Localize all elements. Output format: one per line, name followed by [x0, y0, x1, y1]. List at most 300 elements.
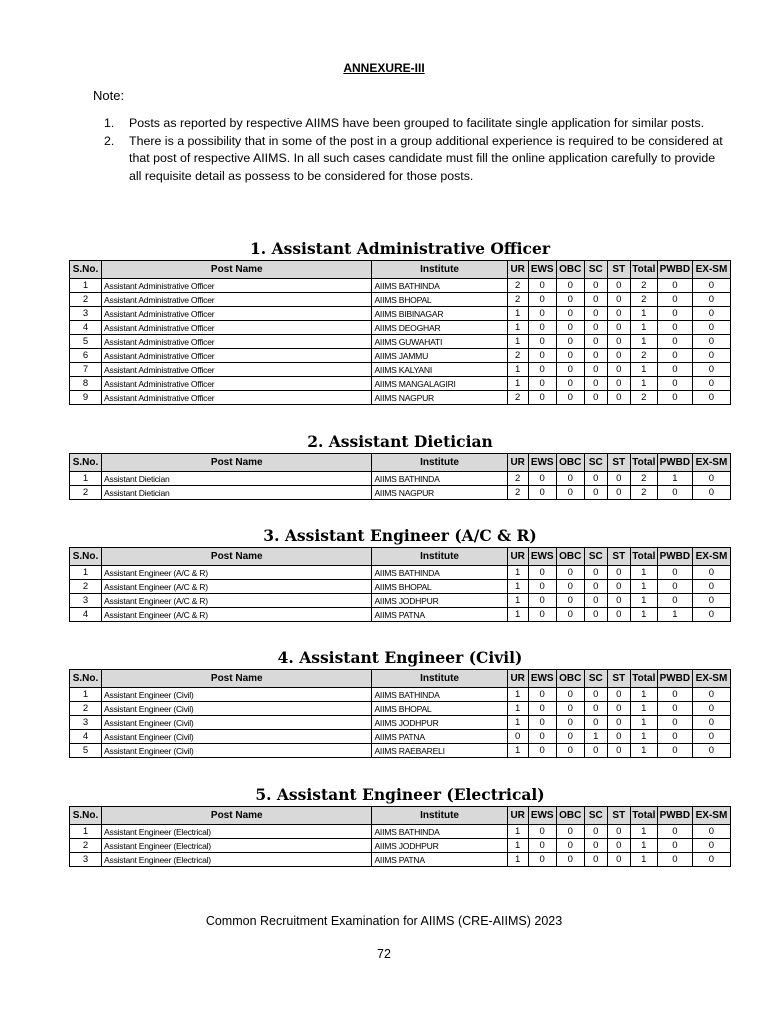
- section-title: 4. Assistant Engineer (Civil): [277, 648, 523, 667]
- table-cell: 0: [692, 349, 730, 363]
- table-cell: AIIMS BHOPAL: [372, 293, 507, 307]
- table-cell: 0: [528, 293, 556, 307]
- table-cell: 0: [607, 688, 630, 702]
- column-header: EX-SM: [692, 261, 730, 279]
- column-header: ST: [607, 670, 630, 688]
- table-cell: 0: [528, 391, 556, 405]
- table-cell: 1: [507, 377, 528, 391]
- table-row: [70, 825, 731, 839]
- table-cell: 0: [692, 594, 730, 608]
- column-header: EWS: [528, 261, 556, 279]
- column-header: UR: [507, 548, 528, 566]
- table-row: [70, 391, 731, 405]
- table-cell: AIIMS PATNA: [372, 730, 507, 744]
- table-cell: 0: [556, 377, 584, 391]
- table-cell: 0: [692, 730, 730, 744]
- table-cell: 0: [607, 566, 630, 580]
- column-header: S.No.: [70, 807, 102, 825]
- table-cell: 1: [507, 335, 528, 349]
- notes-list: [104, 115, 724, 185]
- table-cell: AIIMS PATNA: [372, 608, 507, 622]
- table-cell: AIIMS JODHPUR: [372, 716, 507, 730]
- table-cell: 0: [607, 839, 630, 853]
- table-cell: 0: [692, 486, 730, 500]
- table-cell: 2: [630, 293, 657, 307]
- table-cell: 0: [528, 594, 556, 608]
- table-header-row: [70, 454, 731, 472]
- table-cell: 0: [607, 293, 630, 307]
- table-cell: 0: [657, 839, 692, 853]
- column-header: OBC: [556, 548, 584, 566]
- table-cell: 0: [528, 335, 556, 349]
- table-cell: AIIMS NAGPUR: [372, 486, 507, 500]
- table-cell: 0: [556, 580, 584, 594]
- table-row: [70, 307, 731, 321]
- section-5: [69, 784, 731, 867]
- table-cell: 0: [607, 608, 630, 622]
- table-cell: 0: [584, 688, 607, 702]
- table-cell: 0: [528, 566, 556, 580]
- column-header: ST: [607, 261, 630, 279]
- column-header: SC: [584, 261, 607, 279]
- column-header: EX-SM: [692, 670, 730, 688]
- table-cell: 2: [70, 293, 102, 307]
- table-cell: 0: [584, 744, 607, 758]
- column-header: Post Name: [102, 454, 372, 472]
- table-cell: 1: [630, 608, 657, 622]
- table-cell: 1: [657, 608, 692, 622]
- column-header: Post Name: [102, 261, 372, 279]
- column-header: SC: [584, 807, 607, 825]
- table-cell: 0: [584, 486, 607, 500]
- section-1: [69, 238, 731, 405]
- table-cell: AIIMS JODHPUR: [372, 839, 507, 853]
- table-cell: 0: [692, 335, 730, 349]
- column-header: UR: [507, 261, 528, 279]
- table-cell: 0: [607, 580, 630, 594]
- table-cell: 0: [657, 594, 692, 608]
- note-number: 1.: [104, 116, 115, 130]
- note-label: Note:: [93, 88, 125, 103]
- table-cell: 0: [607, 363, 630, 377]
- table-cell: 0: [556, 321, 584, 335]
- table-cell: 1: [507, 608, 528, 622]
- table-cell: AIIMS BATHINDA: [372, 472, 507, 486]
- annexure-title: ANNEXURE-III: [343, 61, 425, 75]
- table-cell: 1: [507, 321, 528, 335]
- column-header: Total: [630, 548, 657, 566]
- posts-table: [69, 669, 731, 758]
- table-cell: 0: [657, 279, 692, 293]
- table-cell: 1: [630, 730, 657, 744]
- table-cell: 1: [630, 580, 657, 594]
- table-cell: AIIMS JAMMU: [372, 349, 507, 363]
- table-cell: 2: [507, 472, 528, 486]
- table-cell: 0: [556, 702, 584, 716]
- table-cell: 0: [528, 279, 556, 293]
- table-cell: 0: [528, 730, 556, 744]
- table-header-row: [70, 548, 731, 566]
- column-header: S.No.: [70, 454, 102, 472]
- table-cell: 0: [528, 853, 556, 867]
- column-header: SC: [584, 454, 607, 472]
- column-header: OBC: [556, 807, 584, 825]
- table-cell: 0: [607, 825, 630, 839]
- table-cell: Assistant Engineer (Civil): [102, 702, 372, 716]
- table-cell: 0: [607, 391, 630, 405]
- column-header: Post Name: [102, 670, 372, 688]
- table-cell: 0: [556, 349, 584, 363]
- table-cell: 0: [584, 594, 607, 608]
- table-cell: 0: [657, 363, 692, 377]
- table-cell: Assistant Engineer (Civil): [102, 688, 372, 702]
- table-cell: 0: [692, 321, 730, 335]
- column-header: EX-SM: [692, 807, 730, 825]
- section-title: 2. Assistant Dietician: [307, 432, 493, 451]
- table-cell: 0: [584, 377, 607, 391]
- table-cell: 0: [584, 349, 607, 363]
- posts-table: [69, 453, 731, 500]
- table-cell: 0: [584, 363, 607, 377]
- table-cell: 0: [607, 349, 630, 363]
- table-cell: 1: [630, 688, 657, 702]
- table-cell: 1: [70, 566, 102, 580]
- table-cell: 0: [692, 377, 730, 391]
- column-header: Total: [630, 454, 657, 472]
- table-cell: 0: [528, 377, 556, 391]
- table-cell: Assistant Engineer (Civil): [102, 730, 372, 744]
- table-cell: 0: [692, 702, 730, 716]
- table-cell: Assistant Administrative Officer: [102, 377, 372, 391]
- table-cell: Assistant Administrative Officer: [102, 321, 372, 335]
- table-cell: 0: [657, 853, 692, 867]
- table-cell: 0: [607, 702, 630, 716]
- table-cell: 0: [692, 608, 730, 622]
- table-cell: 6: [70, 349, 102, 363]
- table-cell: 0: [528, 608, 556, 622]
- table-cell: 0: [692, 391, 730, 405]
- table-cell: 0: [528, 363, 556, 377]
- table-cell: AIIMS BATHINDA: [372, 825, 507, 839]
- table-cell: Assistant Dietician: [102, 472, 372, 486]
- table-cell: 1: [630, 307, 657, 321]
- table-cell: 7: [70, 363, 102, 377]
- table-row: [70, 472, 731, 486]
- table-cell: 0: [584, 472, 607, 486]
- column-header: UR: [507, 454, 528, 472]
- column-header: ST: [607, 454, 630, 472]
- column-header: EWS: [528, 548, 556, 566]
- table-cell: 0: [692, 472, 730, 486]
- table-cell: 2: [507, 486, 528, 500]
- table-row: [70, 839, 731, 853]
- table-cell: 0: [692, 716, 730, 730]
- table-cell: AIIMS MANGALAGIRI: [372, 377, 507, 391]
- table-cell: 0: [607, 307, 630, 321]
- column-header: PWBD: [657, 261, 692, 279]
- column-header: PWBD: [657, 670, 692, 688]
- table-cell: AIIMS DEOGHAR: [372, 321, 507, 335]
- column-header: EWS: [528, 454, 556, 472]
- column-header: Total: [630, 261, 657, 279]
- table-header-row: [70, 807, 731, 825]
- table-cell: AIIMS BHOPAL: [372, 702, 507, 716]
- table-cell: 1: [630, 594, 657, 608]
- table-cell: 2: [507, 349, 528, 363]
- table-cell: 1: [630, 839, 657, 853]
- table-cell: 2: [70, 839, 102, 853]
- table-row: [70, 349, 731, 363]
- table-cell: Assistant Engineer (Civil): [102, 716, 372, 730]
- table-cell: 0: [556, 486, 584, 500]
- table-cell: AIIMS JODHPUR: [372, 594, 507, 608]
- table-header-row: [70, 670, 731, 688]
- table-cell: Assistant Administrative Officer: [102, 279, 372, 293]
- table-cell: AIIMS RAEBARELI: [372, 744, 507, 758]
- table-cell: 0: [584, 279, 607, 293]
- table-cell: 0: [556, 744, 584, 758]
- table-cell: 0: [556, 363, 584, 377]
- table-cell: 0: [607, 744, 630, 758]
- table-cell: 1: [70, 279, 102, 293]
- table-cell: 1: [630, 716, 657, 730]
- table-row: [70, 688, 731, 702]
- table-cell: 0: [692, 279, 730, 293]
- table-cell: 0: [528, 486, 556, 500]
- table-cell: 0: [584, 853, 607, 867]
- column-header: Total: [630, 670, 657, 688]
- section-3: [69, 525, 731, 622]
- column-header: Institute: [372, 548, 507, 566]
- column-header: S.No.: [70, 261, 102, 279]
- table-cell: 0: [528, 702, 556, 716]
- table-header-row: [70, 261, 731, 279]
- table-cell: 1: [507, 580, 528, 594]
- table-cell: 0: [657, 391, 692, 405]
- table-cell: 0: [657, 566, 692, 580]
- table-cell: 0: [657, 377, 692, 391]
- table-cell: 0: [584, 580, 607, 594]
- table-cell: 0: [556, 307, 584, 321]
- table-cell: Assistant Administrative Officer: [102, 335, 372, 349]
- posts-table: [69, 547, 731, 622]
- table-cell: 0: [528, 744, 556, 758]
- table-cell: 0: [692, 566, 730, 580]
- table-cell: Assistant Engineer (Civil): [102, 744, 372, 758]
- table-cell: 0: [584, 321, 607, 335]
- table-cell: 1: [507, 307, 528, 321]
- column-header: PWBD: [657, 807, 692, 825]
- table-cell: Assistant Engineer (A/C & R): [102, 580, 372, 594]
- table-cell: 0: [584, 566, 607, 580]
- column-header: Institute: [372, 807, 507, 825]
- table-cell: 0: [528, 349, 556, 363]
- table-cell: 0: [657, 486, 692, 500]
- table-cell: 0: [657, 293, 692, 307]
- table-row: [70, 486, 731, 500]
- table-cell: 2: [70, 486, 102, 500]
- table-cell: 0: [584, 293, 607, 307]
- note-item: [104, 115, 724, 133]
- column-header: Institute: [372, 261, 507, 279]
- table-cell: 0: [556, 730, 584, 744]
- table-row: [70, 566, 731, 580]
- section-title: 3. Assistant Engineer (A/C & R): [263, 526, 537, 545]
- table-cell: 1: [507, 853, 528, 867]
- table-cell: AIIMS BHOPAL: [372, 580, 507, 594]
- table-cell: 0: [584, 825, 607, 839]
- table-cell: 0: [692, 363, 730, 377]
- table-cell: 0: [657, 730, 692, 744]
- column-header: Post Name: [102, 548, 372, 566]
- table-cell: 0: [657, 307, 692, 321]
- column-header: SC: [584, 548, 607, 566]
- table-cell: 1: [630, 377, 657, 391]
- table-row: [70, 293, 731, 307]
- table-cell: 1: [584, 730, 607, 744]
- table-cell: Assistant Engineer (A/C & R): [102, 594, 372, 608]
- table-cell: 0: [607, 321, 630, 335]
- table-cell: 0: [584, 307, 607, 321]
- posts-table: [69, 806, 731, 867]
- table-cell: 0: [657, 688, 692, 702]
- section-4: [69, 647, 731, 758]
- table-cell: Assistant Administrative Officer: [102, 363, 372, 377]
- table-cell: 0: [607, 716, 630, 730]
- table-cell: 0: [692, 853, 730, 867]
- table-cell: 0: [657, 349, 692, 363]
- table-cell: Assistant Administrative Officer: [102, 349, 372, 363]
- note-text: There is a possibility that in some of the post in a group additional experience is required to be considered at that post of respective AIIMS. In all such cases candidate must fill the online application carefully to provide all requisite detail as possess to be considered for those posts.: [129, 133, 723, 183]
- table-cell: 0: [692, 839, 730, 853]
- table-cell: 0: [528, 472, 556, 486]
- table-cell: 1: [507, 566, 528, 580]
- table-cell: 0: [607, 486, 630, 500]
- table-cell: 0: [528, 688, 556, 702]
- table-cell: 9: [70, 391, 102, 405]
- column-header: EWS: [528, 670, 556, 688]
- table-cell: 0: [556, 716, 584, 730]
- table-cell: 3: [70, 716, 102, 730]
- table-cell: 1: [507, 716, 528, 730]
- column-header: S.No.: [70, 548, 102, 566]
- table-row: [70, 335, 731, 349]
- table-cell: AIIMS BATHINDA: [372, 279, 507, 293]
- table-cell: Assistant Engineer (Electrical): [102, 853, 372, 867]
- table-cell: 1: [630, 363, 657, 377]
- table-cell: 0: [607, 335, 630, 349]
- table-cell: 4: [70, 321, 102, 335]
- table-cell: 2: [630, 349, 657, 363]
- table-cell: 3: [70, 853, 102, 867]
- table-cell: 0: [556, 335, 584, 349]
- table-cell: 0: [556, 839, 584, 853]
- table-cell: 1: [507, 688, 528, 702]
- table-row: [70, 730, 731, 744]
- table-cell: 1: [630, 321, 657, 335]
- table-cell: 1: [507, 594, 528, 608]
- column-header: Institute: [372, 670, 507, 688]
- table-cell: 0: [556, 853, 584, 867]
- table-cell: Assistant Dietician: [102, 486, 372, 500]
- table-cell: AIIMS KALYANI: [372, 363, 507, 377]
- table-cell: 2: [507, 391, 528, 405]
- table-cell: 0: [607, 730, 630, 744]
- column-header: SC: [584, 670, 607, 688]
- table-cell: 0: [556, 472, 584, 486]
- table-cell: AIIMS NAGPUR: [372, 391, 507, 405]
- table-cell: Assistant Administrative Officer: [102, 391, 372, 405]
- column-header: OBC: [556, 454, 584, 472]
- table-cell: Assistant Engineer (Electrical): [102, 825, 372, 839]
- note-text: Posts as reported by respective AIIMS have been grouped to facilitate single application for similar posts.: [129, 116, 705, 130]
- table-cell: 3: [70, 594, 102, 608]
- table-cell: 1: [507, 363, 528, 377]
- table-row: [70, 744, 731, 758]
- table-cell: 0: [556, 566, 584, 580]
- page-number: 72: [377, 947, 391, 961]
- table-cell: 0: [657, 825, 692, 839]
- table-cell: 0: [607, 377, 630, 391]
- table-cell: Assistant Administrative Officer: [102, 293, 372, 307]
- table-row: [70, 279, 731, 293]
- table-cell: 0: [657, 580, 692, 594]
- table-row: [70, 853, 731, 867]
- table-cell: 0: [692, 293, 730, 307]
- table-cell: 0: [607, 853, 630, 867]
- table-row: [70, 702, 731, 716]
- table-cell: 1: [657, 472, 692, 486]
- table-row: [70, 608, 731, 622]
- table-row: [70, 321, 731, 335]
- column-header: ST: [607, 548, 630, 566]
- note-item: [104, 133, 724, 186]
- posts-table: [69, 260, 731, 405]
- column-header: PWBD: [657, 548, 692, 566]
- table-cell: 4: [70, 608, 102, 622]
- table-cell: 0: [556, 279, 584, 293]
- table-row: [70, 377, 731, 391]
- table-cell: 5: [70, 335, 102, 349]
- table-cell: 0: [692, 307, 730, 321]
- table-cell: 4: [70, 730, 102, 744]
- column-header: Total: [630, 807, 657, 825]
- table-row: [70, 594, 731, 608]
- column-header: Institute: [372, 454, 507, 472]
- note-number: 2.: [104, 133, 115, 148]
- table-cell: 0: [528, 321, 556, 335]
- column-header: EX-SM: [692, 548, 730, 566]
- table-cell: 1: [507, 839, 528, 853]
- table-cell: 0: [528, 580, 556, 594]
- table-cell: 2: [70, 702, 102, 716]
- table-cell: 5: [70, 744, 102, 758]
- table-cell: 2: [70, 580, 102, 594]
- table-cell: 0: [584, 702, 607, 716]
- column-header: S.No.: [70, 670, 102, 688]
- table-cell: 0: [556, 825, 584, 839]
- table-cell: Assistant Engineer (Electrical): [102, 839, 372, 853]
- column-header: OBC: [556, 670, 584, 688]
- table-cell: AIIMS BATHINDA: [372, 688, 507, 702]
- table-cell: 0: [657, 335, 692, 349]
- table-cell: 2: [507, 279, 528, 293]
- table-cell: 2: [630, 279, 657, 293]
- table-cell: 2: [630, 391, 657, 405]
- table-cell: 0: [657, 744, 692, 758]
- table-cell: 0: [657, 716, 692, 730]
- table-cell: 1: [507, 825, 528, 839]
